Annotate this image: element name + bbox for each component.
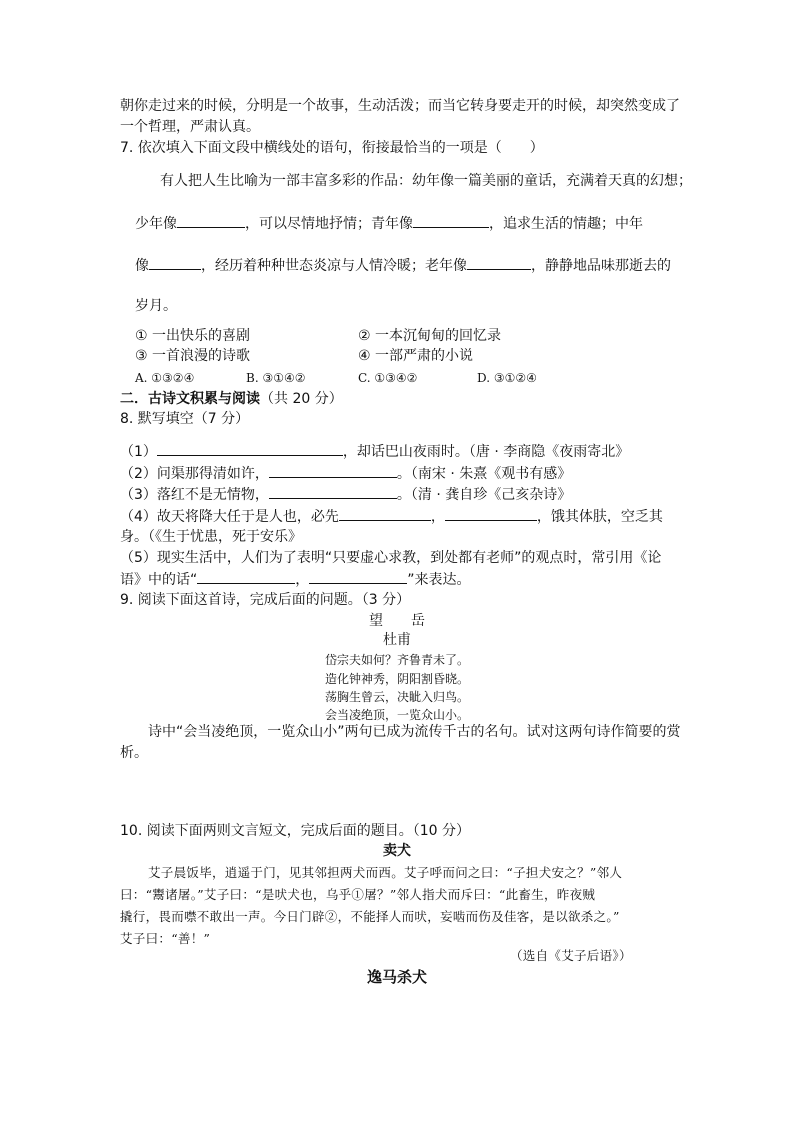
fill-blank (269, 484, 397, 499)
q7-text: 少年像 (135, 216, 177, 232)
poem-line: 荡胸生曾云，决眦入归鸟。 (324, 690, 469, 704)
q8-text: 。（清 · 龚自珍《己亥杂诗》 (396, 487, 572, 503)
passage-1-line: 撬行，畏而噤不敢出一声。今日门辟②，不能择人而吠，妄啮而伤及佳客，是以欲杀之。” (120, 909, 620, 924)
intro-line-1: 朝你走过来的时候，分明是一个故事，生动活泼；而当它转身要走开的时候，却突然变成了 (120, 98, 680, 114)
passage-1-line: 艾子曰：“善！” (120, 931, 211, 946)
q7-text: ，静静地品味那逝去的 (531, 258, 671, 274)
q7-paragraph-line-1: 有人把人生比喻为一部丰富多彩的作品：幼年像一篇美丽的童话，充满着天真的幻想； (160, 173, 692, 189)
q8-text: （1） (120, 444, 157, 460)
q8-text: ，饿其体肤，空乏其 (536, 509, 663, 525)
q8-item-2 (120, 463, 571, 484)
fill-blank (467, 255, 531, 270)
q8-stem: 8. 默写填空（7 分） (120, 411, 250, 427)
fill-blank (309, 569, 407, 584)
q7-choice-b: B. ③①④② (246, 371, 306, 385)
q7-option-3: ③ 一首浪漫的诗歌 (135, 348, 251, 364)
q8-text: （2）问渠那得清如许， (120, 466, 269, 482)
fill-blank (197, 569, 295, 584)
q8-text: ，却话巴山夜雨时。（唐 · 李商隐《夜雨寄北》 (342, 444, 630, 460)
q10-stem: 10. 阅读下面两则文言短文，完成后面的题目。（10 分） (120, 823, 470, 839)
poem-author: 杜甫 (383, 632, 411, 648)
q8-item-5-cont (120, 569, 471, 590)
q8-text: 语》中的话“ (120, 572, 198, 588)
q7-choice-c: C. ①③④② (358, 371, 418, 385)
passage-2-title: 逸马杀犬 (366, 968, 427, 986)
q7-paragraph-line-3 (135, 255, 671, 276)
q8-item-1 (120, 441, 629, 462)
q8-text: ， (430, 509, 445, 525)
poem-title: 望 岳 (369, 613, 425, 629)
q7-text: 像 (135, 258, 149, 274)
q7-choice-a: A. ①③②④ (135, 371, 195, 385)
fill-blank (413, 213, 489, 228)
fill-blank (339, 506, 431, 521)
fill-blank (177, 213, 245, 228)
fill-blank (157, 441, 343, 456)
poem-line: 造化钟神秀，阴阳割昏晓。 (324, 672, 469, 686)
passage-1-line: 曰：“鬻诸屠。”艾子曰：“是吠犬也，乌乎①屠？”邻人指犬而斥曰：“此畜生，昨夜贼 (120, 887, 596, 902)
fill-blank (445, 506, 537, 521)
passage-1-title: 卖犬 (383, 843, 411, 859)
q9-question-line-1: 诗中“会当凌绝顶，一览众山小”两句已成为流传千古的名句。试对这两句诗作简要的赏 (148, 724, 681, 740)
fill-blank (149, 255, 201, 270)
poem-line: 岱宗夫如何？齐鲁青未了。 (324, 653, 469, 667)
q7-choice-d: D. ③①②④ (477, 371, 537, 385)
q9-stem: 9. 阅读下面这首诗，完成后面的问题。（3 分） (120, 592, 411, 608)
q8-text: 。（南宋 · 朱熹《观书有感》 (396, 466, 572, 482)
q7-paragraph-line-2 (135, 213, 643, 234)
passage-1-line: 艾子晨饭毕，逍遥于门，见其邻担两犬而西。艾子呼而问之曰：“子担犬安之？”邻人 (148, 865, 623, 880)
q7-text: ，可以尽情地抒情；青年像 (245, 216, 413, 232)
q9-question-line-2: 析。 (120, 745, 148, 761)
q7-option-1: ① 一出快乐的喜剧 (135, 328, 251, 344)
q8-text: ”来表达。 (407, 572, 471, 588)
q7-option-4: ④ 一部严肃的小说 (358, 348, 474, 364)
q8-text: ， (295, 572, 310, 588)
passage-1-source: （选自《艾子后语》） (510, 948, 632, 963)
section-2-title: 二．古诗文积累与阅读 (120, 391, 260, 407)
section-2-heading (120, 389, 343, 409)
q7-text: ，经历着种种世态炎凉与人情冷暖；老年像 (201, 258, 467, 274)
q8-item-4-cont: 身。（《生于忧患，死于安乐》 (120, 529, 302, 545)
q7-paragraph-line-4: 岁月。 (135, 298, 177, 314)
intro-line-2: 一个哲理，严肃认真。 (120, 119, 260, 135)
q7-option-2: ② 一本沉甸甸的回忆录 (358, 328, 502, 344)
q8-item-4 (120, 506, 663, 527)
q8-text: （3）落红不是无情物， (120, 487, 269, 503)
q7-stem: 7. 依次填入下面文段中横线处的语句，衔接最恰当的一项是（ ） (120, 140, 544, 156)
poem-line: 会当凌绝顶，一览众山小。 (324, 708, 469, 722)
q8-item-5: （5）现实生活中，人们为了表明“只要虚心求教，到处都有老师”的观点时，常引用《论 (120, 550, 662, 566)
fill-blank (269, 463, 397, 478)
section-2-score: （共 20 分） (260, 391, 343, 407)
q7-text: ，追求生活的情趣；中年 (489, 216, 643, 232)
q8-text: （4）故天将降大任于是人也，必先 (120, 509, 339, 525)
q8-item-3 (120, 484, 571, 505)
